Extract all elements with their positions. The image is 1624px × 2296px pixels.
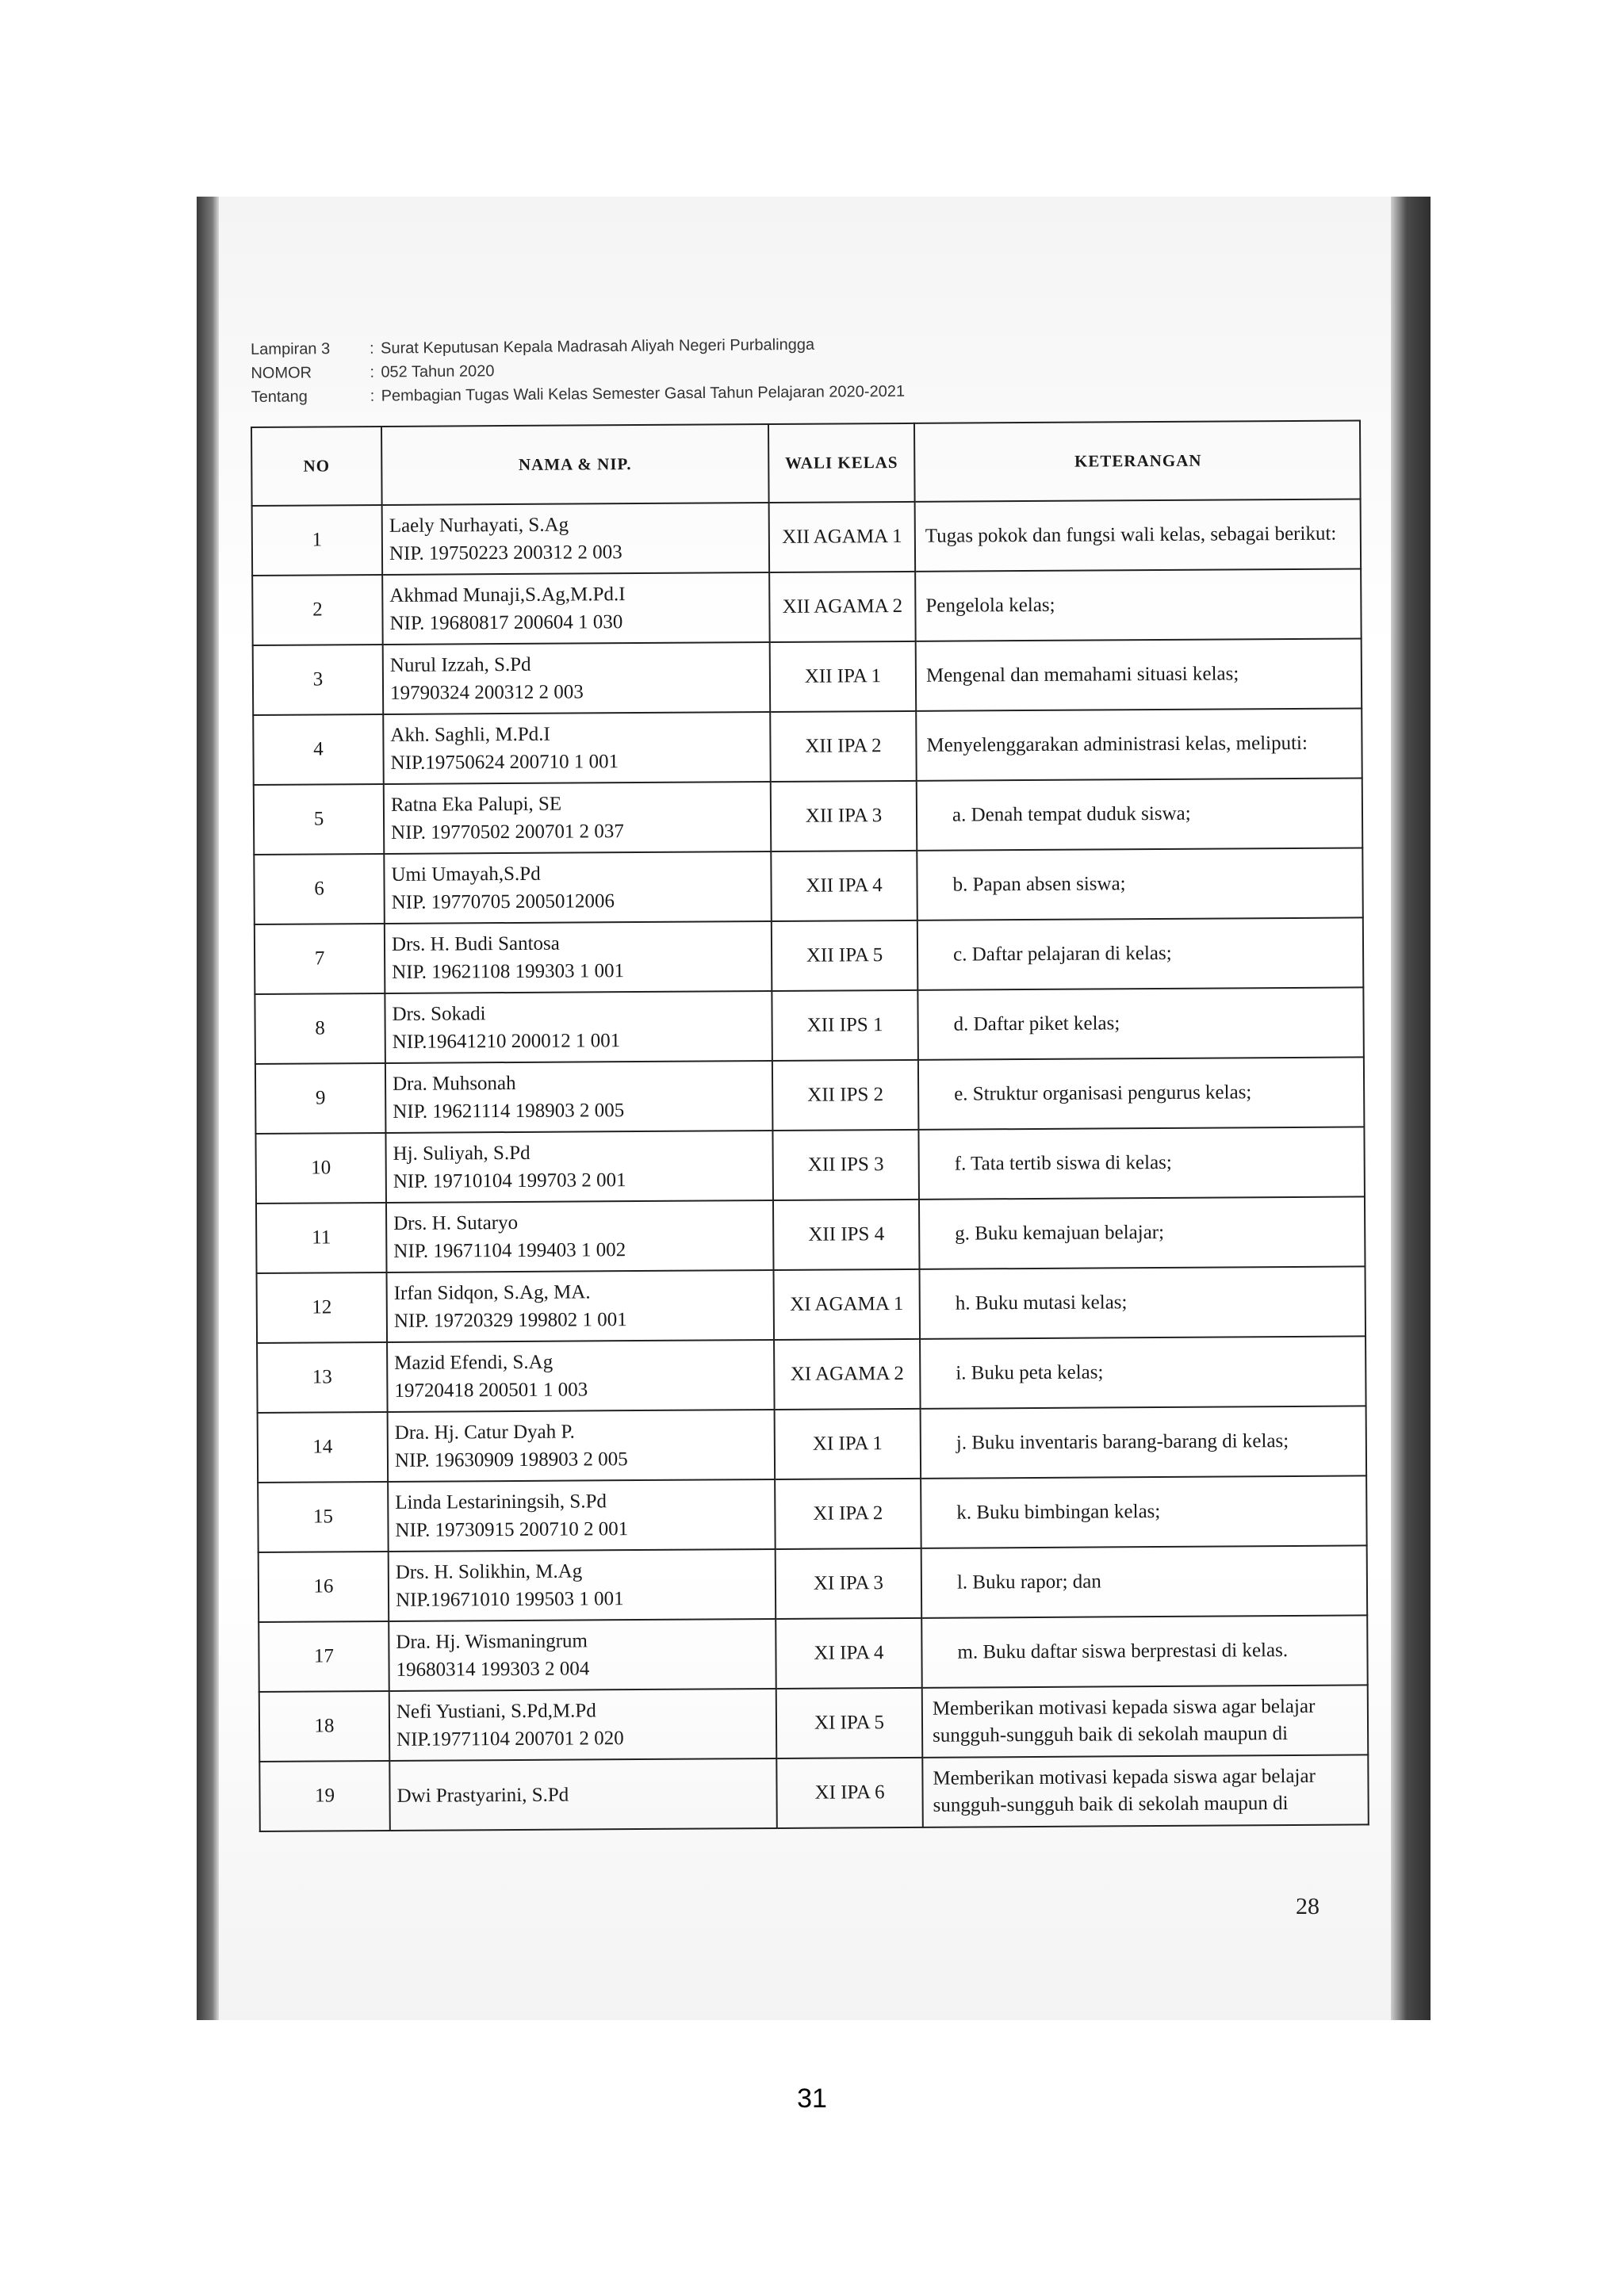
cell-no: 16 <box>259 1552 389 1622</box>
inner-page-number: 28 <box>1296 1893 1320 1919</box>
paper-sheet <box>219 197 1391 2020</box>
cell-nama-nip <box>389 1619 776 1691</box>
cell-no: 13 <box>257 1342 388 1413</box>
teacher-name: Nurul Izzah, S.Pd <box>389 653 531 676</box>
teacher-name: Mazid Efendi, S.Ag <box>394 1351 553 1374</box>
table-row <box>252 568 1362 645</box>
cell-keterangan: l. Buku rapor; dan <box>921 1545 1368 1617</box>
teacher-name: Irfan Sidqon, S.Ag, MA. <box>393 1281 591 1304</box>
cell-keterangan: c. Daftar pelajaran di kelas; <box>917 917 1364 989</box>
table-row <box>254 778 1363 855</box>
cell-no: 9 <box>255 1063 386 1134</box>
teacher-name: Dwi Prastyarini, S.Pd <box>396 1784 569 1807</box>
table-row <box>255 917 1364 994</box>
cell-wali-kelas: XII IPS 3 <box>772 1130 919 1200</box>
colon: : <box>370 363 375 381</box>
cell-keterangan: f. Tata tertib siswa di kelas; <box>918 1127 1365 1199</box>
colon: : <box>370 387 375 405</box>
tentang-label: Tentang <box>251 387 308 406</box>
document-photo <box>197 197 1431 2020</box>
cell-nama-nip <box>389 1758 777 1831</box>
cell-nama-nip <box>383 712 771 784</box>
document-header <box>251 331 1044 409</box>
cell-wali-kelas: XI IPA 3 <box>776 1548 922 1619</box>
cell-nama-nip <box>385 1061 773 1133</box>
teacher-nip: NIP. 19730915 200710 2 001 <box>395 1518 629 1541</box>
cell-wali-kelas: XII IPA 2 <box>770 711 917 782</box>
cell-wali-kelas: XII AGAMA 2 <box>769 572 916 642</box>
col-header-no: NO <box>251 427 382 506</box>
table-row <box>259 1685 1369 1762</box>
cell-wali-kelas: XI AGAMA 2 <box>774 1339 921 1410</box>
cell-keterangan: d. Daftar piket kelas; <box>917 987 1364 1059</box>
teacher-nip: NIP. 19750223 200312 2 003 <box>389 541 622 564</box>
table-row <box>255 987 1364 1064</box>
teacher-nip: 19680314 199303 2 004 <box>396 1658 590 1681</box>
cell-nama-nip <box>384 782 772 854</box>
cell-keterangan: m. Buku daftar siswa berprestasi di kelas. <box>921 1615 1368 1687</box>
cell-no: 11 <box>256 1203 387 1273</box>
lampiran-value: Surat Keputusan Kepala Madrasah Aliyah Negeri Purbalingga <box>381 335 815 358</box>
teacher-nip: NIP.19750624 200710 1 001 <box>390 751 619 774</box>
cell-no: 15 <box>258 1482 389 1552</box>
cell-wali-kelas: XI IPA 6 <box>776 1758 923 1828</box>
table-row <box>257 1336 1366 1413</box>
cell-nama-nip <box>385 991 772 1063</box>
teacher-name: Laely Nurhayati, S.Ag <box>389 514 569 537</box>
cell-keterangan: Pengelola kelas; <box>915 568 1362 641</box>
wali-kelas-table <box>251 419 1369 1832</box>
cell-keterangan: Mengenal dan memahami situasi kelas; <box>916 638 1362 710</box>
cell-no: 5 <box>254 784 385 855</box>
cell-nama-nip <box>389 1549 776 1621</box>
cell-keterangan: Memberikan motivasi kepada siswa agar belajar sungguh-sungguh baik di sekolah maupun di <box>922 1685 1369 1757</box>
teacher-nip: 19720418 200501 1 003 <box>394 1379 588 1402</box>
cell-no: 8 <box>255 993 385 1064</box>
cell-keterangan: k. Buku bimbingan kelas; <box>921 1475 1367 1548</box>
cell-no: 14 <box>258 1412 389 1483</box>
teacher-nip: NIP. 19770705 2005012006 <box>391 890 615 913</box>
page-number: 31 <box>797 2084 827 2114</box>
cell-wali-kelas: XI IPA 2 <box>775 1479 921 1549</box>
table-row <box>259 1545 1368 1622</box>
table-row <box>254 848 1363 924</box>
teacher-name: Hj. Suliyah, S.Pd <box>393 1142 530 1165</box>
cell-no: 1 <box>252 505 383 576</box>
table-row <box>259 1615 1368 1692</box>
teacher-nip: NIP. 19671104 199403 1 002 <box>393 1239 626 1262</box>
teacher-nip: NIP. 19710104 199703 2 001 <box>393 1169 626 1192</box>
col-header-wali: WALI KELAS <box>768 423 915 503</box>
cell-wali-kelas: XII AGAMA 1 <box>769 502 916 572</box>
tentang-value: Pembagian Tugas Wali Kelas Semester Gasal Tahun Pelajaran 2020-2021 <box>381 382 906 405</box>
cell-nama-nip <box>382 503 770 575</box>
cell-wali-kelas: XI IPA 5 <box>776 1688 923 1758</box>
col-header-keterangan: KETERANGAN <box>914 420 1361 501</box>
teacher-name: Ratna Eka Palupi, SE <box>390 793 562 816</box>
cell-keterangan: h. Buku mutasi kelas; <box>920 1266 1366 1338</box>
cell-nama-nip <box>383 642 771 714</box>
cell-keterangan: g. Buku kemajuan belajar; <box>919 1196 1365 1269</box>
cell-wali-kelas: XII IPA 1 <box>770 641 917 712</box>
cell-no: 18 <box>259 1691 390 1762</box>
teacher-name: Drs. Sokadi <box>392 1003 486 1025</box>
cell-nama-nip <box>388 1410 776 1482</box>
cell-keterangan: e. Struktur organisasi pengurus kelas; <box>918 1057 1365 1129</box>
teacher-nip: NIP.19641210 200012 1 001 <box>392 1030 621 1053</box>
colon: : <box>370 339 374 358</box>
teacher-nip: NIP.19771104 200701 2 020 <box>396 1728 624 1751</box>
teacher-name: Dra. Muhsonah <box>392 1072 516 1095</box>
table-header-row <box>251 420 1361 506</box>
cell-wali-kelas: XII IPS 2 <box>772 1060 919 1131</box>
table-row <box>259 1755 1369 1831</box>
teacher-nip: NIP. 19680817 200604 1 030 <box>389 611 623 634</box>
teacher-nip: NIP. 19720329 199802 1 001 <box>393 1309 627 1332</box>
cell-nama-nip <box>389 1689 777 1761</box>
cell-no: 7 <box>255 924 385 994</box>
cell-no: 10 <box>255 1133 386 1203</box>
cell-no: 3 <box>253 645 384 715</box>
cell-keterangan: Memberikan motivasi kepada siswa agar belajar sungguh-sungguh baik di sekolah maupun di <box>922 1755 1369 1827</box>
teacher-nip: NIP.19671010 199503 1 001 <box>395 1588 624 1611</box>
teacher-name: Linda Lestariningsih, S.Pd <box>395 1490 607 1513</box>
cell-nama-nip <box>385 1131 773 1203</box>
teacher-name: Nefi Yustiani, S.Pd,M.Pd <box>396 1700 596 1723</box>
cell-wali-kelas: XII IPA 3 <box>771 781 917 851</box>
table-row <box>252 499 1362 576</box>
table-row <box>257 1266 1366 1343</box>
teacher-name: Dra. Hj. Wismaningrum <box>396 1630 588 1653</box>
teacher-nip: NIP. 19621114 198903 2 005 <box>393 1100 625 1123</box>
nomor-value: 052 Tahun 2020 <box>381 362 495 381</box>
col-header-nama: NAMA & NIP. <box>381 424 769 505</box>
cell-wali-kelas: XII IPA 5 <box>772 920 918 991</box>
teacher-name: Akhmad Munaji,S.Ag,M.Pd.I <box>389 584 626 607</box>
table-row <box>255 1127 1365 1203</box>
teacher-name: Dra. Hj. Catur Dyah P. <box>394 1421 575 1444</box>
cell-keterangan: b. Papan absen siswa; <box>917 848 1363 920</box>
teacher-nip: NIP. 19770502 200701 2 037 <box>391 821 624 844</box>
cell-no: 17 <box>259 1621 389 1692</box>
cell-no: 12 <box>257 1272 388 1343</box>
cell-wali-kelas: XII IPS 1 <box>772 990 918 1061</box>
teacher-name: Drs. H. Budi Santosa <box>391 932 560 955</box>
cell-no: 4 <box>253 714 384 785</box>
cell-nama-nip <box>386 1200 774 1272</box>
cell-wali-kelas: XII IPS 4 <box>773 1200 920 1270</box>
cell-nama-nip <box>387 1270 775 1342</box>
cell-nama-nip <box>382 572 770 645</box>
table-row <box>253 638 1362 715</box>
table-row <box>258 1406 1367 1483</box>
teacher-nip: NIP. 19621108 199303 1 001 <box>392 960 625 983</box>
cell-keterangan: j. Buku inventaris barang-barang di kelas; <box>921 1406 1367 1478</box>
cell-nama-nip <box>387 1340 775 1412</box>
cell-no: 2 <box>252 575 383 645</box>
lampiran-label: Lampiran 3 <box>251 339 331 358</box>
cell-wali-kelas: XI AGAMA 1 <box>774 1269 921 1340</box>
cell-wali-kelas: XI IPA 4 <box>776 1618 922 1689</box>
teacher-name: Umi Umayah,S.Pd <box>391 863 541 886</box>
cell-keterangan: Tugas pokok dan fungsi wali kelas, sebagai berikut: <box>915 499 1362 571</box>
cell-wali-kelas: XI IPA 1 <box>775 1409 921 1479</box>
teacher-name: Drs. H. Solikhin, M.Ag <box>395 1560 583 1583</box>
cell-no: 6 <box>254 854 385 924</box>
cell-nama-nip <box>385 921 772 993</box>
teacher-nip: 19790324 200312 2 003 <box>389 681 584 704</box>
teacher-nip: NIP. 19630909 198903 2 005 <box>394 1448 628 1471</box>
cell-no: 19 <box>259 1761 390 1831</box>
cell-nama-nip <box>384 851 772 924</box>
cell-keterangan: a. Denah tempat duduk siswa; <box>917 778 1363 850</box>
table-body <box>252 499 1369 1831</box>
cell-keterangan: Menyelenggarakan administrasi kelas, meliputi: <box>916 708 1362 780</box>
cell-nama-nip <box>388 1479 776 1552</box>
cell-wali-kelas: XII IPA 4 <box>771 851 917 921</box>
cell-keterangan: i. Buku peta kelas; <box>920 1336 1366 1408</box>
nomor-label: NOMOR <box>251 363 312 382</box>
table-row <box>256 1196 1365 1273</box>
table-row <box>253 708 1362 785</box>
table-row <box>255 1057 1365 1134</box>
teacher-name: Akh. Saghli, M.Pd.I <box>390 723 550 746</box>
table-row <box>258 1475 1367 1552</box>
teacher-name: Drs. H. Sutaryo <box>393 1211 519 1234</box>
